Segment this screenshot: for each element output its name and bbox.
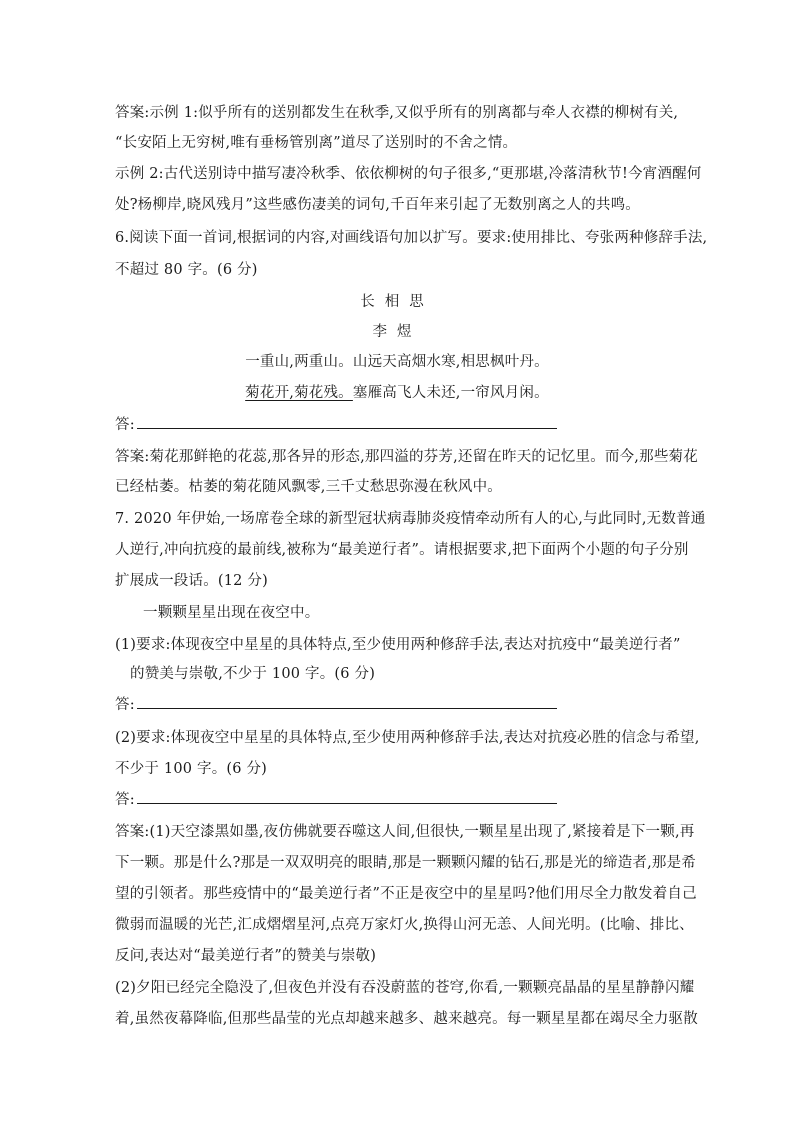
question-6-answer-line-1: 答案:菊花那鲜艳的花蕊,那各异的形态,那四溢的芬芳,还留在昨天的记忆里。而今,那些菊花 — [115, 449, 698, 465]
question-7-line-1: 7. 2020 年伊始,一场席卷全球的新型冠状病毒肺炎疫情牵动所有人的心,与此同时,无数普通 — [115, 511, 706, 527]
answer-rule — [137, 415, 557, 429]
answer-example-1-line-2: “长安陌上无穷树,唯有垂杨管别离”道尽了送别时的不舍之情。 — [115, 135, 518, 151]
answer-prefix: 答: — [115, 792, 135, 808]
question-6-answer-blank — [115, 415, 685, 435]
question-7-line-2: 人逆行,冲向抗疫的最前线,被称为“最美逆行者”。请根据要求,把下面两个小题的句子分别 — [115, 542, 689, 558]
answer-example-2-line-2: 处?杨柳岸,晓风残月”这些感伤凄美的词句,千百年来引起了无数别离之人的共鸣。 — [115, 197, 641, 213]
poem-line-1: 一重山,两重山。山远天高烟水寒,相思枫叶丹。 — [245, 354, 549, 370]
poem-underlined-phrase: 菊花开,菊花残。 — [245, 385, 353, 401]
answer-rule — [137, 790, 557, 804]
question-7-1-line-1: (1)要求:体现夜空中星星的具体特点,至少使用两种修辞手法,表达对抗疫中“最美逆行者” — [115, 637, 681, 653]
answer-rule — [137, 695, 557, 709]
poem-line-2 — [0, 383, 794, 403]
question-7-2-answer-blank — [115, 790, 685, 810]
question-7-2-line-1: (2)要求:体现夜空中星星的具体特点,至少使用两种修辞手法,表达对抗疫必胜的信念与希望, — [115, 730, 700, 746]
question-7-answer-line-3: 望的引领者。那些疫情中的“最美逆行者”不正是夜空中的星星吗?他们用尽全力散发着自己 — [115, 886, 697, 902]
answer-prefix: 答: — [115, 697, 135, 713]
answer-example-1-line-1: 答案:示例 1:似乎所有的送别都发生在秋季,又似乎所有的别离都与牵人衣襟的柳树有关, — [115, 105, 679, 121]
question-6-line-2: 不超过 80 字。(6 分) — [115, 262, 258, 278]
question-6-answer-line-2: 已经枯萎。枯萎的菊花随风飘零,三千丈愁思弥漫在秋风中。 — [115, 479, 503, 495]
question-7-answer-line-4: 微弱而温暖的光芒,汇成熠熠星河,点亮万家灯火,换得山河无恙、人间光明。(比喻、排比、 — [115, 917, 694, 933]
answer-prefix: 答: — [115, 417, 135, 433]
answer-example-2-line-1: 示例 2:古代送别诗中描写凄冷秋季、依依柳树的句子很多,“更那堪,冷落清秋节!今宵酒醒何 — [115, 166, 702, 182]
poem-line-2-rest: 塞雁高飞人未还,一帘风月闲。 — [352, 385, 549, 401]
question-6-line-1: 6.阅读下面一首词,根据词的内容,对画线语句加以扩写。要求:使用排比、夸张两种修辞手法, — [115, 230, 708, 246]
poem-title: 长相思 — [360, 294, 434, 310]
question-7-1-answer-blank — [115, 695, 685, 715]
question-7-answer-line-6: (2)夕阳已经完全隐没了,但夜色并没有吞没蔚蓝的苍穹,你看,一颗颗亮晶晶的星星静静闪耀 — [115, 980, 695, 996]
question-7-answer-line-2: 下一颗。那是什么?那是一双双明亮的眼睛,那是一颗颗闪耀的钻石,那是光的缔造者,那是希 — [115, 855, 696, 871]
question-7-line-3: 扩展成一段话。(12 分) — [115, 573, 268, 589]
question-7-base-sentence: 一颗颗星星出现在夜空中。 — [143, 605, 320, 621]
poem-author: 李煜 — [372, 324, 422, 340]
question-7-1-line-2: 的赞美与崇敬,不少于 100 字。(6 分) — [130, 666, 376, 682]
question-7-answer-line-7: 着,虽然夜幕降临,但那些晶莹的光点却越来越多、越来越亮。每一颗星星都在竭尽全力驱散 — [115, 1011, 698, 1027]
question-7-2-line-2: 不少于 100 字。(6 分) — [115, 761, 268, 777]
question-7-answer-line-5: 反问,表达对“最美逆行者”的赞美与崇敬) — [115, 948, 377, 964]
question-7-answer-line-1: 答案:(1)天空漆黑如墨,夜仿佛就要吞噬这人间,但很快,一颗星星出现了,紧接着是下一颗,再 — [115, 824, 695, 840]
